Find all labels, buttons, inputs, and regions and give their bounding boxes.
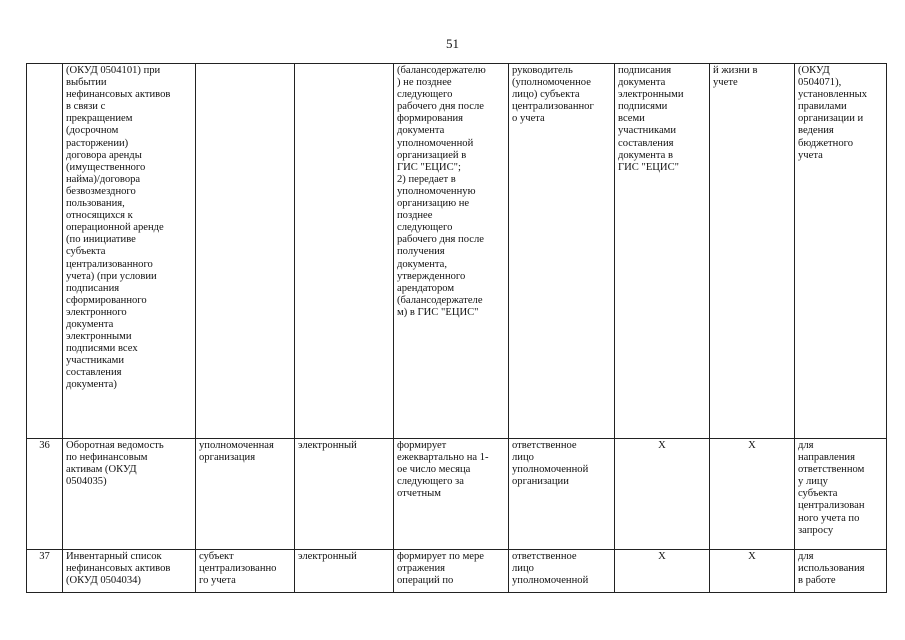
- responsible-cell: руководитель (уполномоченное лицо) субъекта централизованног о учета: [509, 64, 615, 439]
- purpose-cell: для направления ответственном у лицу субъекта централизован ного учета по запросу: [795, 439, 887, 550]
- table-row: [27, 550, 887, 593]
- responsible-cell: ответственное лицо уполномоченной организации: [509, 439, 615, 550]
- signing-cell: X: [615, 550, 710, 593]
- signing-cell: подписания документа электронными подписями всеми участниками составления документа в ГИС "ЕЦИС": [615, 64, 710, 439]
- document-name-cell: Оборотная ведомость по нефинансовым активам (ОКУД 0504035): [63, 439, 196, 550]
- composer-cell: субъект централизованно го учета: [196, 550, 295, 593]
- purpose-cell: для использования в работе: [795, 550, 887, 593]
- table-row: [27, 439, 887, 550]
- composer-cell: уполномоченная организация: [196, 439, 295, 550]
- row-number-cell: [27, 64, 63, 439]
- responsible-cell: ответственное лицо уполномоченной: [509, 550, 615, 593]
- document-name-cell: Инвентарный список нефинансовых активов (ОКУД 0504034): [63, 550, 196, 593]
- storage-cell: X: [710, 550, 795, 593]
- document-name-cell: (ОКУД 0504101) при выбытии нефинансовых активов в связи с прекращением (досрочном расторжении) договора аренды (имущественного найма)/договора безвозмездного пользования, относящихся к операционной аренде (по инициативе субъекта централизованного учета) (при условии подписания сформированного электронного документа электронными подписями всех участниками составления документа): [63, 64, 196, 439]
- storage-cell: X: [710, 439, 795, 550]
- composer-cell: [196, 64, 295, 439]
- row-number-cell: 36: [27, 439, 63, 550]
- procedure-cell: формирует ежеквартально на 1- ое число месяца следующего за отчетным: [394, 439, 509, 550]
- form-cell: электронный: [295, 439, 394, 550]
- table-row: [27, 64, 887, 439]
- signing-cell: X: [615, 439, 710, 550]
- form-cell: [295, 64, 394, 439]
- form-cell: электронный: [295, 550, 394, 593]
- page-number: 51: [446, 36, 459, 51]
- purpose-cell: (ОКУД 0504071), установленных правилами организации и ведения бюджетного учета: [795, 64, 887, 439]
- procedure-cell: (балансодержателю ) не позднее следующего рабочего дня после формирования документа уполномоченной организацией в ГИС "ЕЦИС"; 2) передает в уполномоченную организацию не позднее следующего рабочего дня после получения документа, утвержденного арендатором (балансодержателе м) в ГИС "ЕЦИС": [394, 64, 509, 439]
- document-table: [26, 63, 887, 593]
- storage-cell: й жизни в учете: [710, 64, 795, 439]
- row-number-cell: 37: [27, 550, 63, 593]
- procedure-cell: формирует по мере отражения операций по: [394, 550, 509, 593]
